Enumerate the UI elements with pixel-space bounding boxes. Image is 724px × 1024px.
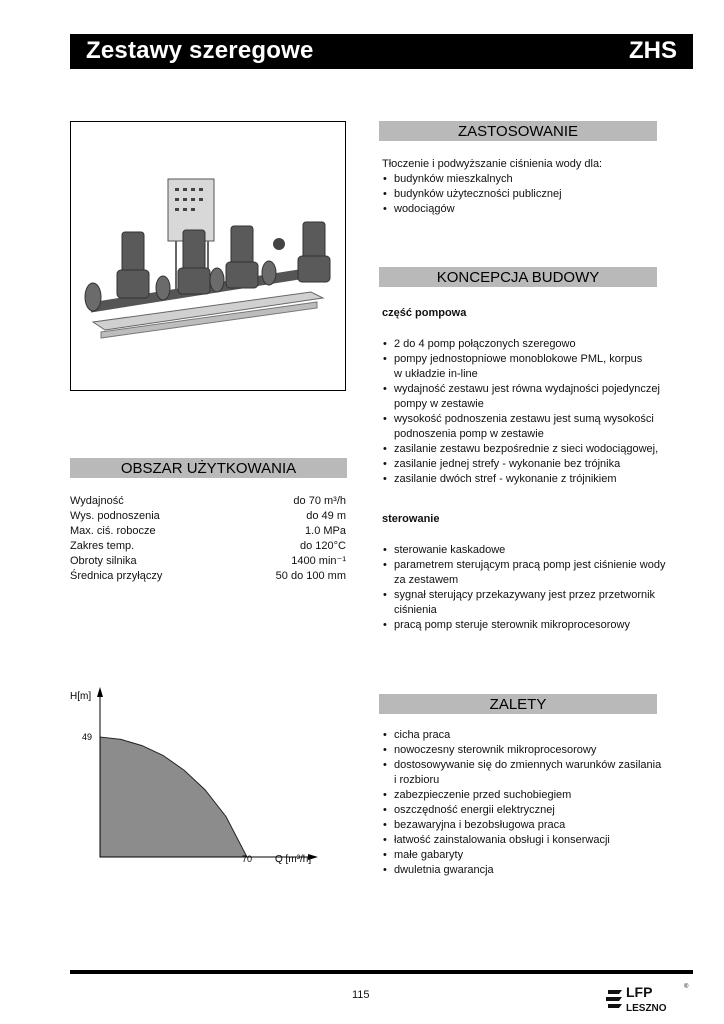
list-item: • zasilanie zestawu bezpośrednie z sieci wodociągowej, — [382, 442, 667, 457]
spec-row — [70, 494, 346, 509]
page-number: 115 — [352, 989, 370, 1001]
svg-text:LFP: LFP — [626, 984, 653, 1000]
section-heading-zastosowanie: ZASTOSOWANIE — [379, 121, 657, 141]
svg-text:®: ® — [684, 984, 689, 990]
list-item: • zasilanie jednej strefy - wykonanie bez trójnika — [382, 457, 667, 472]
lfp-leszno-logo — [604, 980, 694, 1016]
pump-part-list — [382, 337, 667, 487]
list-item: • zabezpieczenie przed suchobiegiem — [382, 788, 667, 803]
list-item: • dostosowywanie się do zmiennych warunków zasilania i rozbioru — [382, 758, 664, 788]
section-heading-zalety: ZALETY — [379, 694, 657, 714]
list-item: • sterowanie kaskadowe — [382, 543, 667, 558]
spec-value: 1400 min⁻¹ — [291, 555, 346, 567]
list-item: • cicha praca — [382, 728, 667, 743]
spec-label: Max. ciś. robocze — [70, 525, 156, 537]
spec-value: do 120°C — [300, 540, 346, 552]
x-axis-label: Q [m³/h] — [275, 854, 312, 865]
list-item: • nowoczesny sterownik mikroprocesorowy — [382, 743, 667, 758]
y-axis-arrow-icon — [97, 687, 103, 697]
spec-label: Średnica przyłączy — [70, 570, 163, 582]
spec-row — [70, 509, 346, 524]
list-item: • wysokość podnoszenia zestawu jest sumą wysokości podnoszenia pomp w zestawie — [382, 412, 664, 442]
list-item: • budynków użyteczności publicznej — [382, 187, 672, 202]
spec-row — [70, 524, 346, 539]
subheading-control: sterowanie — [382, 513, 440, 525]
list-item: • wodociągów — [382, 202, 672, 217]
footer-rule — [70, 970, 693, 974]
zastosowanie-list — [382, 172, 672, 217]
list-item: • bezawaryjna i bezobsługowa praca — [382, 818, 667, 833]
header-bar — [70, 34, 693, 69]
spec-label: Obroty silnika — [70, 555, 137, 567]
product-code: ZHS — [629, 37, 677, 64]
section-heading-koncepcja: KONCEPCJA BUDOWY — [379, 267, 657, 287]
list-item: • łatwość zainstalowania obsługi i konserwacji — [382, 833, 667, 848]
spec-row — [70, 539, 346, 554]
spec-label: Zakres temp. — [70, 540, 135, 552]
list-item: • zasilanie dwóch stref - wykonanie z trójnikiem — [382, 472, 667, 487]
spec-value: do 70 m³/h — [293, 495, 346, 507]
svg-text:LESZNO: LESZNO — [626, 1003, 667, 1014]
spec-table — [70, 494, 346, 584]
control-list — [382, 543, 667, 633]
list-item: • dwuletnia gwarancja — [382, 863, 667, 878]
y-tick-label: 49 — [81, 732, 92, 742]
list-item: • budynków mieszkalnych — [382, 172, 672, 187]
spec-row — [70, 554, 346, 569]
list-item: • małe gabaryty — [382, 848, 667, 863]
section-heading-obszar: OBSZAR UŻYTKOWANIA — [70, 458, 347, 478]
list-item: • 2 do 4 pomp połączonych szeregowo — [382, 337, 667, 352]
spec-label: Wydajność — [70, 495, 124, 507]
zalety-list — [382, 728, 667, 878]
x-tick-label: 70 — [241, 854, 253, 864]
spec-label: Wys. podnoszenia — [70, 510, 160, 522]
performance-area — [100, 737, 247, 857]
spec-value: 50 do 100 mm — [275, 570, 346, 582]
list-item: • oszczędność energii elektrycznej — [382, 803, 667, 818]
product-photo — [70, 121, 346, 391]
spec-value: do 49 m — [306, 510, 346, 522]
list-item: • pompy jednostopniowe monoblokowe PML, korpus w układzie in-line — [382, 352, 644, 382]
page-title: Zestawy szeregowe — [86, 37, 314, 64]
logo-swirl-icon — [606, 990, 622, 1008]
list-item: • pracą pomp steruje sterownik mikroprocesorowy — [382, 618, 667, 633]
spec-value: 1.0 MPa — [305, 525, 346, 537]
list-item: • wydajność zestawu jest równa wydajności pojedynczej pompy w zestawie — [382, 382, 664, 412]
pump-set-illustration — [71, 122, 345, 390]
spec-row — [70, 569, 346, 584]
zastosowanie-intro: Tłoczenie i podwyższanie ciśnienia wody dla: — [382, 158, 603, 170]
hq-chart — [62, 683, 332, 873]
list-item: • sygnał sterujący przekazywany jest przez przetwornik ciśnienia — [382, 588, 659, 618]
list-item: • parametrem sterującym pracą pomp jest ciśnienie wody za zestawem — [382, 558, 676, 588]
subheading-pump-part: część pompowa — [382, 307, 467, 319]
y-axis-label: H[m] — [70, 691, 92, 702]
